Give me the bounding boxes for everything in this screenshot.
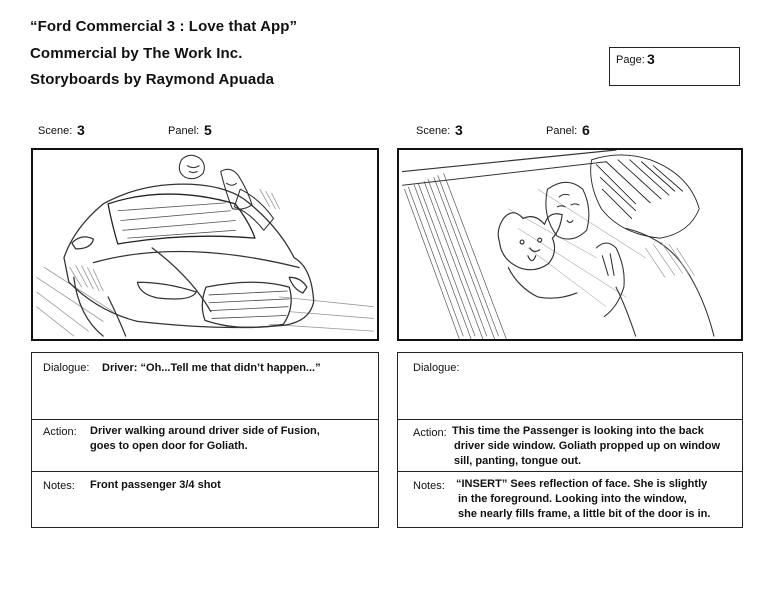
sketch-frame-right [397, 148, 743, 341]
page-label: Page: [616, 54, 645, 66]
action-label-right: Action: [413, 427, 447, 439]
car-sketch-illustration [33, 150, 377, 339]
dialogue-text-left: Driver: “Oh...Tell me that didn’t happen...” [102, 362, 321, 374]
panel-number-left: 5 [204, 122, 212, 138]
sketch-frame-left [31, 148, 379, 341]
storyboard-title: “Ford Commercial 3 : Love that App” [30, 18, 298, 35]
scene-label-left: Scene: [38, 125, 73, 137]
notes-box-right [397, 471, 743, 528]
action-box-right [397, 419, 743, 472]
dialogue-box-left [31, 352, 379, 420]
panel-label-right: Panel: [546, 125, 578, 137]
action-label-left: Action: [43, 426, 77, 438]
scene-number-left: 3 [77, 122, 85, 138]
storyboard-credit: Storyboards by Raymond Apuada [30, 71, 275, 88]
scene-label-right: Scene: [416, 125, 451, 137]
notes-label-right: Notes: [413, 480, 445, 492]
action-box-left [31, 419, 379, 472]
panel-label-left: Panel: [168, 125, 200, 137]
page-box [609, 47, 740, 86]
dialogue-label-right: Dialogue: [413, 362, 460, 374]
dialogue-box-right [397, 352, 743, 420]
notes-text-left: Front passenger 3/4 shot [90, 479, 221, 491]
notes-label-left: Notes: [43, 480, 75, 492]
page-number: 3 [647, 51, 655, 67]
notes-box-left [31, 471, 379, 528]
action-text-right: This time the Passenger is looking into the back driver side window. Goliath propped up on window sill, panting, tongue out. [452, 425, 721, 467]
action-text-left: Driver walking around driver side of Fusion, goes to open door for Goliath. [90, 425, 320, 452]
dialogue-label-left: Dialogue: [43, 362, 90, 374]
scene-number-right: 3 [455, 122, 463, 138]
commercial-credit: Commercial by The Work Inc. [30, 45, 243, 62]
notes-text-right: “INSERT” Sees reflection of face. She is slightly in the foreground. Looking into the window, she nearly fills frame, a little bit of the door is in. [456, 478, 711, 520]
panel-number-right: 6 [582, 122, 590, 138]
dog-window-sketch-illustration [399, 150, 741, 339]
